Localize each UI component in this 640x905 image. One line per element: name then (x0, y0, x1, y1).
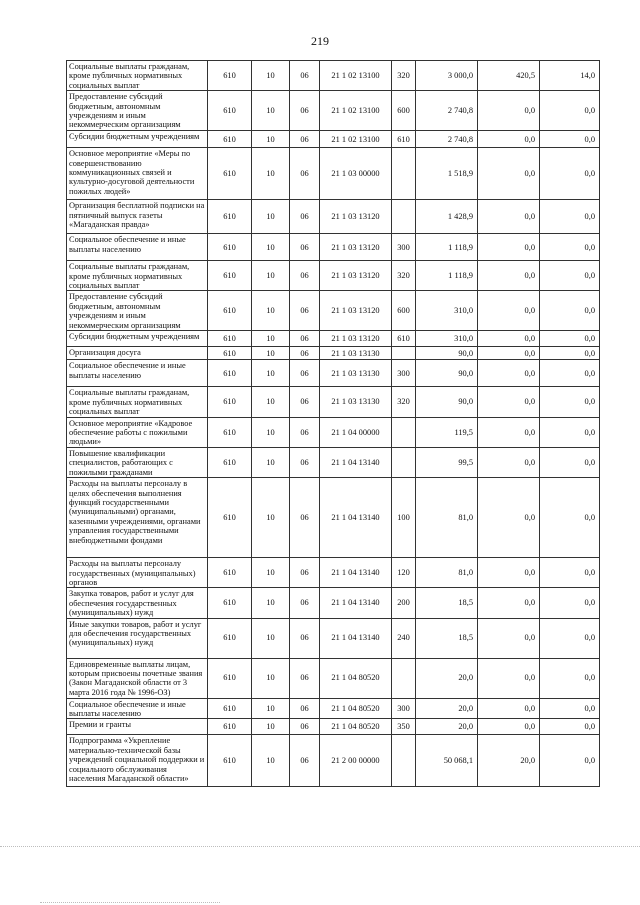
table-row (67, 618, 600, 658)
cell-amount: 119,5 (416, 417, 478, 447)
cell-admin-code: 610 (208, 347, 252, 360)
cell-admin-code: 610 (208, 200, 252, 234)
cell-target-article: 21 1 04 13140 (320, 447, 392, 477)
cell-subsection: 06 (290, 588, 320, 618)
cell-admin-code: 610 (208, 360, 252, 387)
cell-name: Социальное обеспечение и иные выплаты населению (67, 360, 208, 387)
cell-target-article: 21 1 03 13120 (320, 261, 392, 291)
cell-name: Социальные выплаты гражданам, кроме публичных нормативных социальных выплат (67, 61, 208, 91)
cell-amount-3: 0,0 (540, 360, 600, 387)
cell-section: 10 (252, 447, 290, 477)
cell-name: Закупка товаров, работ и услуг для обеспечения государственных (муниципальных) нужд (67, 588, 208, 618)
table-row (67, 261, 600, 291)
table-row (67, 447, 600, 477)
cell-name: Основное мероприятие «Меры по совершенствованию коммуникационных связей и культурно-досуговой деятельности пожилых людей» (67, 148, 208, 200)
cell-target-article: 21 1 02 13100 (320, 91, 392, 131)
cell-section: 10 (252, 234, 290, 261)
cell-amount: 310,0 (416, 331, 478, 347)
cell-amount-3: 0,0 (540, 735, 600, 787)
cell-name: Предоставление субсидий бюджетным, автономным учреждениям и иным некоммерческим организациям (67, 291, 208, 331)
cell-amount: 20,0 (416, 658, 478, 698)
cell-amount-3: 0,0 (540, 347, 600, 360)
cell-amount-2: 0,0 (478, 234, 540, 261)
cell-admin-code: 610 (208, 91, 252, 131)
cell-admin-code: 610 (208, 698, 252, 719)
cell-expense-type (392, 200, 416, 234)
cell-amount-2: 0,0 (478, 478, 540, 558)
cell-admin-code: 610 (208, 291, 252, 331)
cell-amount-3: 14,0 (540, 61, 600, 91)
cell-amount: 20,0 (416, 719, 478, 735)
cell-expense-type: 300 (392, 360, 416, 387)
table-row (67, 148, 600, 200)
cell-section: 10 (252, 261, 290, 291)
cell-admin-code: 610 (208, 719, 252, 735)
cell-admin-code: 610 (208, 588, 252, 618)
cell-name: Единовременные выплаты лицам, которым присвоены почетные звания (Закон Магаданской области от 3 марта 2016 года № 1996-ОЗ) (67, 658, 208, 698)
table-row (67, 234, 600, 261)
cell-admin-code: 610 (208, 417, 252, 447)
cell-section: 10 (252, 417, 290, 447)
cell-expense-type (392, 658, 416, 698)
cell-subsection: 06 (290, 417, 320, 447)
cell-target-article: 21 1 04 80520 (320, 698, 392, 719)
cell-amount: 3 000,0 (416, 61, 478, 91)
cell-expense-type: 350 (392, 719, 416, 735)
cell-name: Подпрограмма «Укрепление материально-технической базы учреждений социальной поддержки и социального обслуживания населения Магаданской области» (67, 735, 208, 787)
cell-name: Социальное обеспечение и иные выплаты населению (67, 234, 208, 261)
cell-expense-type (392, 148, 416, 200)
cell-name: Субсидии бюджетным учреждениям (67, 131, 208, 148)
cell-target-article: 21 1 04 13140 (320, 558, 392, 588)
cell-amount: 310,0 (416, 291, 478, 331)
cell-amount: 50 068,1 (416, 735, 478, 787)
cell-amount-2: 0,0 (478, 291, 540, 331)
cell-amount: 81,0 (416, 478, 478, 558)
cell-amount: 2 740,8 (416, 91, 478, 131)
cell-section: 10 (252, 61, 290, 91)
cell-amount-2: 0,0 (478, 91, 540, 131)
cell-section: 10 (252, 735, 290, 787)
cell-amount-2: 0,0 (478, 618, 540, 658)
cell-amount: 1 428,9 (416, 200, 478, 234)
cell-amount: 1 518,9 (416, 148, 478, 200)
cell-section: 10 (252, 331, 290, 347)
cell-amount-2: 0,0 (478, 360, 540, 387)
cell-target-article: 21 1 02 13100 (320, 131, 392, 148)
cell-subsection: 06 (290, 234, 320, 261)
cell-amount: 20,0 (416, 698, 478, 719)
cell-amount-3: 0,0 (540, 148, 600, 200)
cell-amount-3: 0,0 (540, 698, 600, 719)
cell-name: Социальные выплаты гражданам, кроме публичных нормативных социальных выплат (67, 387, 208, 417)
cell-amount-2: 0,0 (478, 331, 540, 347)
cell-admin-code: 610 (208, 148, 252, 200)
cell-expense-type: 200 (392, 588, 416, 618)
cell-section: 10 (252, 588, 290, 618)
cell-section: 10 (252, 658, 290, 698)
cell-amount-2: 420,5 (478, 61, 540, 91)
cell-amount-2: 0,0 (478, 698, 540, 719)
cell-admin-code: 610 (208, 478, 252, 558)
cell-target-article: 21 1 03 13120 (320, 200, 392, 234)
cell-amount-2: 0,0 (478, 131, 540, 148)
cell-expense-type: 300 (392, 234, 416, 261)
cell-amount: 81,0 (416, 558, 478, 588)
cell-admin-code: 610 (208, 558, 252, 588)
cell-name: Расходы на выплаты персоналу государственных (муниципальных) органов (67, 558, 208, 588)
cell-expense-type: 610 (392, 131, 416, 148)
cell-name: Расходы на выплаты персоналу в целях обеспечения выполнения функций государственными (муниципальными) органами, казенными учреждениями, органами управления государственными внебюджетными фондами (67, 478, 208, 558)
cell-section: 10 (252, 387, 290, 417)
table-row (67, 331, 600, 347)
cell-subsection: 06 (290, 447, 320, 477)
cell-amount-3: 0,0 (540, 261, 600, 291)
cell-expense-type: 320 (392, 261, 416, 291)
cell-section: 10 (252, 291, 290, 331)
cell-admin-code: 610 (208, 658, 252, 698)
cell-subsection: 06 (290, 347, 320, 360)
cell-amount-2: 0,0 (478, 719, 540, 735)
cell-expense-type: 300 (392, 698, 416, 719)
table-body (67, 61, 600, 787)
cell-target-article: 21 1 03 13120 (320, 291, 392, 331)
cell-expense-type: 610 (392, 331, 416, 347)
cell-target-article: 21 1 04 13140 (320, 478, 392, 558)
cell-subsection: 06 (290, 91, 320, 131)
cell-amount: 90,0 (416, 360, 478, 387)
cell-name: Социальное обеспечение и иные выплаты населению (67, 698, 208, 719)
cell-amount: 2 740,8 (416, 131, 478, 148)
cell-name: Иные закупки товаров, работ и услуг для обеспечения государственных (муниципальных) нужд (67, 618, 208, 658)
cell-subsection: 06 (290, 719, 320, 735)
cell-section: 10 (252, 360, 290, 387)
budget-table (66, 60, 600, 787)
cell-amount: 90,0 (416, 347, 478, 360)
cell-subsection: 06 (290, 618, 320, 658)
table-row (67, 417, 600, 447)
cell-section: 10 (252, 618, 290, 658)
cell-amount-3: 0,0 (540, 200, 600, 234)
cell-amount-3: 0,0 (540, 588, 600, 618)
cell-subsection: 06 (290, 658, 320, 698)
cell-section: 10 (252, 478, 290, 558)
cell-amount-2: 0,0 (478, 200, 540, 234)
cell-expense-type: 120 (392, 558, 416, 588)
cell-section: 10 (252, 558, 290, 588)
cell-name: Повышение квалификации специалистов, работающих с пожилыми гражданами (67, 447, 208, 477)
cell-target-article: 21 2 00 00000 (320, 735, 392, 787)
cell-admin-code: 610 (208, 735, 252, 787)
cell-expense-type: 320 (392, 61, 416, 91)
cell-amount: 1 118,9 (416, 234, 478, 261)
cell-name: Организация бесплатной подписки на пятничный выпуск газеты «Магаданская правда» (67, 200, 208, 234)
cell-amount-2: 0,0 (478, 148, 540, 200)
cell-expense-type (392, 447, 416, 477)
cell-amount-3: 0,0 (540, 291, 600, 331)
table-row (67, 478, 600, 558)
cell-amount-3: 0,0 (540, 478, 600, 558)
cell-amount-3: 0,0 (540, 719, 600, 735)
cell-section: 10 (252, 91, 290, 131)
cell-target-article: 21 1 04 13140 (320, 588, 392, 618)
table-row (67, 291, 600, 331)
cell-subsection: 06 (290, 131, 320, 148)
cell-amount: 99,5 (416, 447, 478, 477)
cell-subsection: 06 (290, 331, 320, 347)
cell-amount: 1 118,9 (416, 261, 478, 291)
cell-amount-3: 0,0 (540, 91, 600, 131)
cell-section: 10 (252, 347, 290, 360)
table-row (67, 588, 600, 618)
cell-section: 10 (252, 719, 290, 735)
cell-target-article: 21 1 04 00000 (320, 417, 392, 447)
cell-target-article: 21 1 04 80520 (320, 719, 392, 735)
cell-target-article: 21 1 04 80520 (320, 658, 392, 698)
cell-subsection: 06 (290, 387, 320, 417)
cell-amount-2: 0,0 (478, 347, 540, 360)
cell-amount-2: 0,0 (478, 261, 540, 291)
table-row (67, 719, 600, 735)
cell-amount-3: 0,0 (540, 558, 600, 588)
cell-amount: 18,5 (416, 588, 478, 618)
cell-section: 10 (252, 131, 290, 148)
cell-name: Премии и гранты (67, 719, 208, 735)
table-row (67, 735, 600, 787)
cell-section: 10 (252, 200, 290, 234)
cell-amount-3: 0,0 (540, 331, 600, 347)
cell-subsection: 06 (290, 61, 320, 91)
cell-expense-type: 100 (392, 478, 416, 558)
cell-amount-3: 0,0 (540, 387, 600, 417)
cell-section: 10 (252, 698, 290, 719)
cell-admin-code: 610 (208, 331, 252, 347)
cell-admin-code: 610 (208, 387, 252, 417)
cell-name: Организация досуга (67, 347, 208, 360)
cell-subsection: 06 (290, 291, 320, 331)
cell-target-article: 21 1 02 13100 (320, 61, 392, 91)
cell-expense-type: 240 (392, 618, 416, 658)
cell-expense-type: 320 (392, 387, 416, 417)
cell-target-article: 21 1 03 13130 (320, 360, 392, 387)
cell-amount-2: 0,0 (478, 658, 540, 698)
cell-amount-2: 0,0 (478, 447, 540, 477)
cell-amount-2: 0,0 (478, 387, 540, 417)
cell-admin-code: 610 (208, 234, 252, 261)
cell-amount-2: 0,0 (478, 417, 540, 447)
cell-name: Основное мероприятие «Кадровое обеспечение работы с пожилыми людьми» (67, 417, 208, 447)
cell-amount-3: 0,0 (540, 658, 600, 698)
cell-target-article: 21 1 03 13120 (320, 331, 392, 347)
table-row (67, 387, 600, 417)
cell-amount-2: 20,0 (478, 735, 540, 787)
cell-amount-3: 0,0 (540, 131, 600, 148)
cell-subsection: 06 (290, 200, 320, 234)
cell-amount-3: 0,0 (540, 417, 600, 447)
cell-expense-type (392, 347, 416, 360)
page-number: 219 (311, 34, 329, 48)
table-row (67, 698, 600, 719)
cell-expense-type: 600 (392, 91, 416, 131)
cell-expense-type (392, 417, 416, 447)
scan-artifact-line (0, 846, 640, 849)
table-row (67, 91, 600, 131)
cell-target-article: 21 1 03 13120 (320, 234, 392, 261)
cell-expense-type (392, 735, 416, 787)
table-row (67, 200, 600, 234)
cell-target-article: 21 1 03 13130 (320, 347, 392, 360)
cell-admin-code: 610 (208, 447, 252, 477)
cell-name: Социальные выплаты гражданам, кроме публичных нормативных социальных выплат (67, 261, 208, 291)
cell-amount-2: 0,0 (478, 588, 540, 618)
cell-amount: 18,5 (416, 618, 478, 658)
cell-name: Предоставление субсидий бюджетным, автономным учреждениям и иным некоммерческим организациям (67, 91, 208, 131)
cell-expense-type: 600 (392, 291, 416, 331)
table-row (67, 347, 600, 360)
cell-subsection: 06 (290, 360, 320, 387)
table-row (67, 61, 600, 91)
cell-amount-3: 0,0 (540, 447, 600, 477)
cell-subsection: 06 (290, 478, 320, 558)
cell-subsection: 06 (290, 148, 320, 200)
cell-subsection: 06 (290, 698, 320, 719)
cell-admin-code: 610 (208, 618, 252, 658)
table-row (67, 658, 600, 698)
cell-target-article: 21 1 03 13130 (320, 387, 392, 417)
cell-subsection: 06 (290, 261, 320, 291)
cell-target-article: 21 1 03 00000 (320, 148, 392, 200)
cell-subsection: 06 (290, 735, 320, 787)
table-row (67, 360, 600, 387)
cell-amount-2: 0,0 (478, 558, 540, 588)
cell-subsection: 06 (290, 558, 320, 588)
cell-amount-3: 0,0 (540, 618, 600, 658)
cell-amount: 90,0 (416, 387, 478, 417)
cell-admin-code: 610 (208, 131, 252, 148)
cell-admin-code: 610 (208, 61, 252, 91)
cell-admin-code: 610 (208, 261, 252, 291)
cell-section: 10 (252, 148, 290, 200)
cell-target-article: 21 1 04 13140 (320, 618, 392, 658)
cell-name: Субсидии бюджетным учреждениям (67, 331, 208, 347)
table-row (67, 558, 600, 588)
table-row (67, 131, 600, 148)
cell-amount-3: 0,0 (540, 234, 600, 261)
